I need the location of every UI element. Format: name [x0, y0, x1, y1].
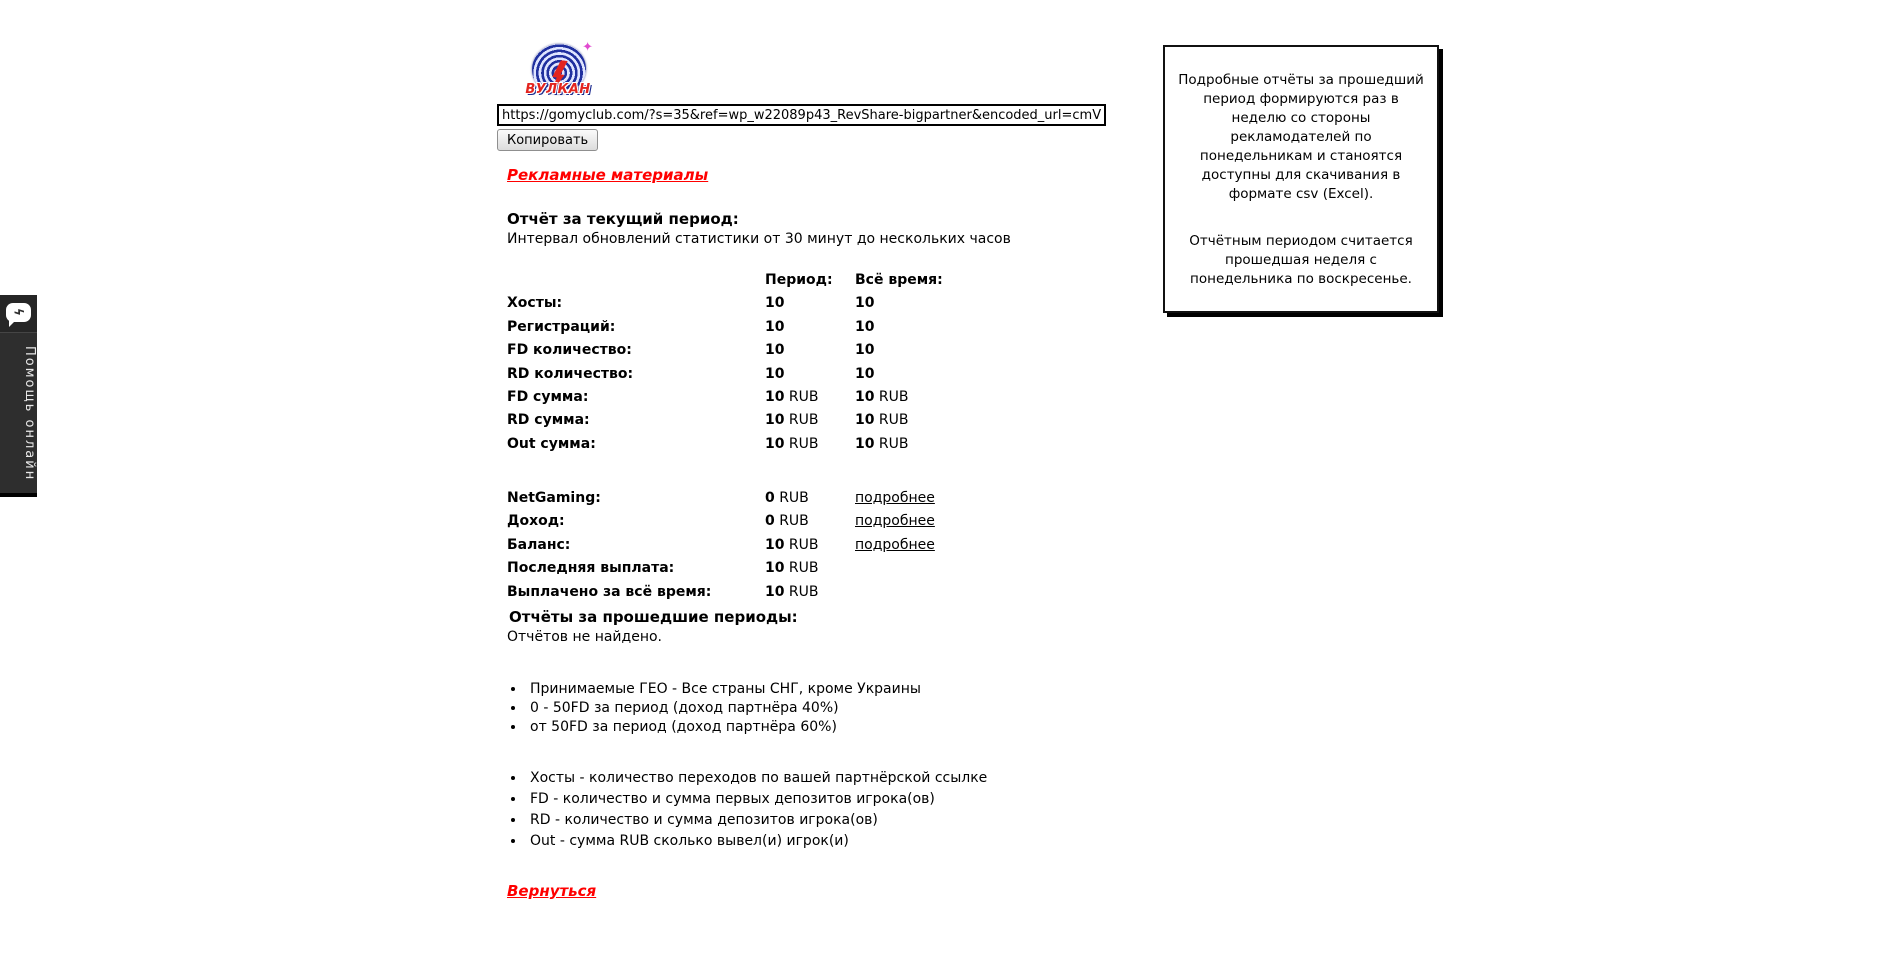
chat-bubble-icon	[6, 303, 31, 322]
alltime-column-header: Всё время:	[855, 272, 943, 288]
summary-row	[507, 581, 1027, 604]
stats-header-spacer	[507, 269, 765, 292]
summary-label: Последняя выплата:	[507, 560, 675, 577]
summary-row	[507, 534, 1027, 557]
stats-row	[507, 292, 1027, 315]
stats-header-row	[507, 269, 1027, 292]
info-box-paragraph-1: Подробные отчёты за прошедший период формируются раз в неделю со стороны рекламодателей по понедельникам и станоятся доступны для скачивания в формате csv (Excel).	[1178, 72, 1424, 202]
stats-row	[507, 363, 1027, 386]
summary-label: Выплачено за всё время:	[507, 583, 712, 600]
stat-label: FD количество:	[507, 342, 632, 359]
stat-value: 10	[765, 342, 785, 359]
list-item: • RD - количество и сумма депозитов игрока(ов)	[511, 810, 987, 831]
past-reports-empty: Отчётов не найдено.	[507, 629, 662, 645]
stat-value: 10	[855, 365, 875, 382]
summary-label: NetGaming:	[507, 490, 601, 506]
stat-label: RD сумма:	[507, 412, 590, 429]
stat-value: 10 RUB	[765, 560, 819, 577]
stat-value: 10 RUB	[765, 389, 819, 406]
stats-rows	[507, 292, 1027, 456]
list-item: • 0 - 50FD за период (доход партнёра 40%)	[511, 699, 921, 718]
stats-row	[507, 433, 1027, 456]
stats-row	[507, 339, 1027, 362]
referral-url-input[interactable]	[497, 104, 1106, 126]
stat-label: Out сумма:	[507, 435, 596, 452]
stats-table	[507, 269, 1027, 456]
summary-label: Баланс:	[507, 536, 571, 553]
list-item: • FD - количество и сумма первых депозитов игрока(ов)	[511, 789, 987, 810]
past-reports-title: Отчёты за прошедшие периоды:	[509, 608, 798, 626]
stat-value: 0 RUB	[765, 490, 809, 506]
stat-label: Регистраций:	[507, 318, 616, 335]
stat-value: 10 RUB	[765, 435, 819, 452]
stat-value: 10 RUB	[765, 412, 819, 429]
stat-value: 10	[855, 318, 875, 335]
info-box-paragraph-2: Отчётным периодом считается прошедшая неделя с понедельника по воскресенье.	[1189, 233, 1413, 287]
summary-third-cell	[855, 487, 995, 510]
help-online-widget[interactable]	[0, 295, 37, 497]
summary-row	[507, 487, 1027, 510]
summary-rows	[507, 487, 1027, 604]
back-link[interactable]: Вернуться	[507, 882, 597, 900]
stat-value: 10 RUB	[855, 435, 909, 452]
stat-value: 0 RUB	[765, 513, 809, 530]
summary-row	[507, 510, 1027, 533]
logo-wordmark: ВУЛКАН	[525, 82, 591, 97]
stat-label: Хосты:	[507, 295, 563, 312]
chat-icon-box[interactable]	[0, 295, 37, 333]
copy-button[interactable]: Копировать	[497, 129, 598, 151]
stat-value: 10 RUB	[765, 583, 819, 600]
current-report-title: Отчёт за текущий период:	[507, 210, 739, 228]
list-item: • Принимаемые ГЕО - Все страны СНГ, кроме Украины	[511, 680, 921, 699]
summary-label: Доход:	[507, 513, 565, 530]
logo-sparkle-icon: ✦	[582, 40, 593, 55]
stats-row	[507, 316, 1027, 339]
report-update-note: Интервал обновлений статистики от 30 минут до нескольких часов	[507, 231, 1011, 247]
stat-value: 10 RUB	[855, 412, 909, 429]
promo-materials-link[interactable]: Рекламные материалы	[507, 166, 709, 184]
stat-value: 10	[765, 295, 785, 312]
details-link[interactable]: подробнее	[855, 490, 935, 506]
stat-label: RD количество:	[507, 365, 634, 382]
list-item: • Хосты - количество переходов по вашей партнёрской ссылке	[511, 768, 987, 789]
period-column-header: Период:	[765, 272, 833, 288]
terms-list	[511, 680, 921, 737]
stat-value: 10	[855, 342, 875, 359]
glossary-list	[511, 768, 987, 852]
summary-third-cell	[855, 581, 995, 604]
summary-row	[507, 557, 1027, 580]
summary-third-cell	[855, 557, 995, 580]
list-item: • Out - сумма RUB сколько вывел(и) игрок(и)	[511, 831, 987, 852]
stat-value: 10	[855, 295, 875, 312]
summary-third-cell	[855, 534, 995, 557]
stat-value: 10	[765, 365, 785, 382]
details-link[interactable]: подробнее	[855, 513, 935, 530]
summary-third-cell	[855, 510, 995, 533]
stat-label: FD сумма:	[507, 389, 589, 406]
details-link[interactable]: подробнее	[855, 536, 935, 553]
stat-value: 10	[765, 318, 785, 335]
chat-bolt-glyph: ϟ	[11, 308, 26, 316]
stat-value: 10 RUB	[765, 536, 819, 553]
stat-value: 10 RUB	[855, 389, 909, 406]
list-item: • от 50FD за период (доход партнёра 60%)	[511, 718, 921, 737]
vulkan-logo[interactable]	[523, 40, 593, 102]
stats-row	[507, 409, 1027, 432]
info-box	[1163, 45, 1439, 313]
help-online-label: Помощь онлайн	[22, 346, 37, 482]
stats-row	[507, 386, 1027, 409]
